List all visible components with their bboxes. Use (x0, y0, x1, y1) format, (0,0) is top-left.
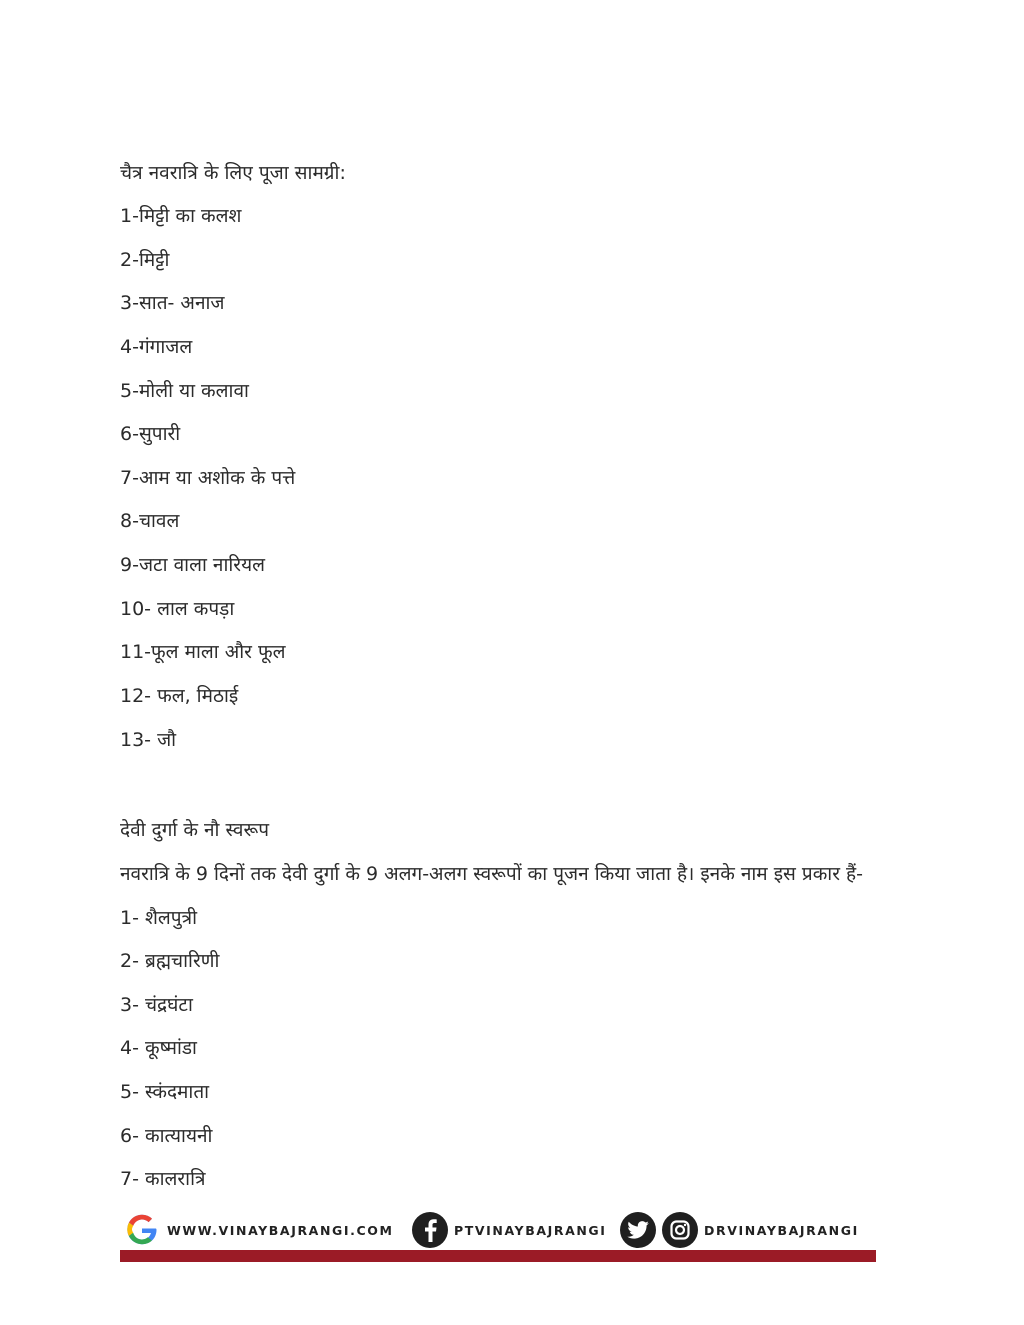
list-item: 3- चंद्रघंटा (120, 994, 193, 1016)
list-item: 10- लाल कपड़ा (120, 598, 235, 620)
section1-title: चैत्र नवरात्रि के लिए पूजा सामग्री: (120, 162, 346, 184)
list-item: 7- कालरात्रि (120, 1168, 206, 1190)
google-icon (122, 1212, 162, 1248)
facebook-icon (412, 1212, 448, 1248)
document-page (120, 0, 920, 1325)
section2-intro: नवरात्रि के 9 दिनों तक देवी दुर्गा के 9 अलग-अलग स्वरूपों का पूजन किया जाता है। इनके नाम इस प्रकार हैं- (120, 863, 863, 885)
list-item: 6-सुपारी (120, 423, 181, 445)
list-item: 1- शैलपुत्री (120, 907, 197, 929)
list-item: 2- ब्रह्मचारिणी (120, 950, 220, 972)
facebook-link[interactable] (412, 1212, 607, 1248)
list-item: 6- कात्यायनी (120, 1125, 213, 1147)
twitter-icon (620, 1212, 656, 1248)
list-item: 13- जौ (120, 729, 177, 751)
facebook-handle: PTVINAYBAJRANGI (454, 1222, 607, 1238)
list-item: 8-चावल (120, 510, 180, 532)
social-link[interactable] (620, 1212, 859, 1248)
section2-title: देवी दुर्गा के नौ स्वरूप (120, 819, 270, 841)
list-item: 3-सात- अनाज (120, 292, 225, 314)
list-item: 2-मिट्टी (120, 249, 170, 271)
list-item: 11-फूल माला और फूल (120, 641, 286, 663)
footer-banner (120, 1212, 876, 1262)
list-item: 4- कूष्मांडा (120, 1037, 197, 1059)
list-item: 12- फल, मिठाई (120, 685, 239, 707)
list-item: 4-गंगाजल (120, 336, 193, 358)
footer-color-bar (120, 1250, 876, 1262)
list-item: 7-आम या अशोक के पत्ते (120, 467, 296, 489)
list-item: 1-मिट्टी का कलश (120, 205, 242, 227)
instagram-icon (662, 1212, 698, 1248)
list-item: 9-जटा वाला नारियल (120, 554, 265, 576)
website-text: WWW.VINAYBAJRANGI.COM (167, 1222, 394, 1238)
social-handle: DRVINAYBAJRANGI (704, 1222, 859, 1238)
list-item: 5- स्कंदमाता (120, 1081, 210, 1103)
list-item: 5-मोली या कलावा (120, 380, 249, 402)
website-link[interactable] (122, 1212, 394, 1248)
